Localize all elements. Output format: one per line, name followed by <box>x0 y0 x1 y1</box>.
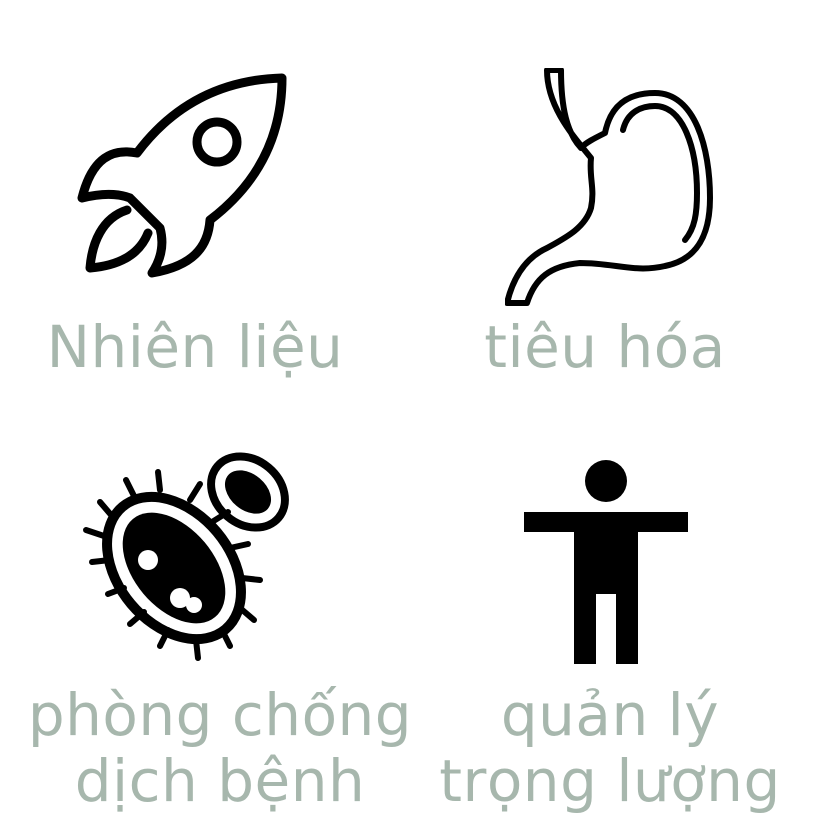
label-fuel-line-1: Nhiên liệu <box>46 313 344 381</box>
label-weight-management <box>410 682 810 814</box>
label-weight-management-line-1: quản lý <box>500 681 720 749</box>
rocket-icon <box>72 68 292 288</box>
person-icon <box>524 460 688 666</box>
label-digestion <box>460 313 750 381</box>
label-digestion-line-1: tiêu hóa <box>484 313 726 381</box>
label-fuel <box>20 313 370 381</box>
label-weight-management-line-2: trọng lượng <box>439 747 781 815</box>
stomach-icon <box>505 68 715 308</box>
label-disease-prevention <box>0 682 440 814</box>
label-disease-prevention-line-2: dịch bệnh <box>74 747 366 815</box>
bacteria-icon <box>72 450 297 675</box>
label-disease-prevention-line-1: phòng chống <box>27 681 413 749</box>
